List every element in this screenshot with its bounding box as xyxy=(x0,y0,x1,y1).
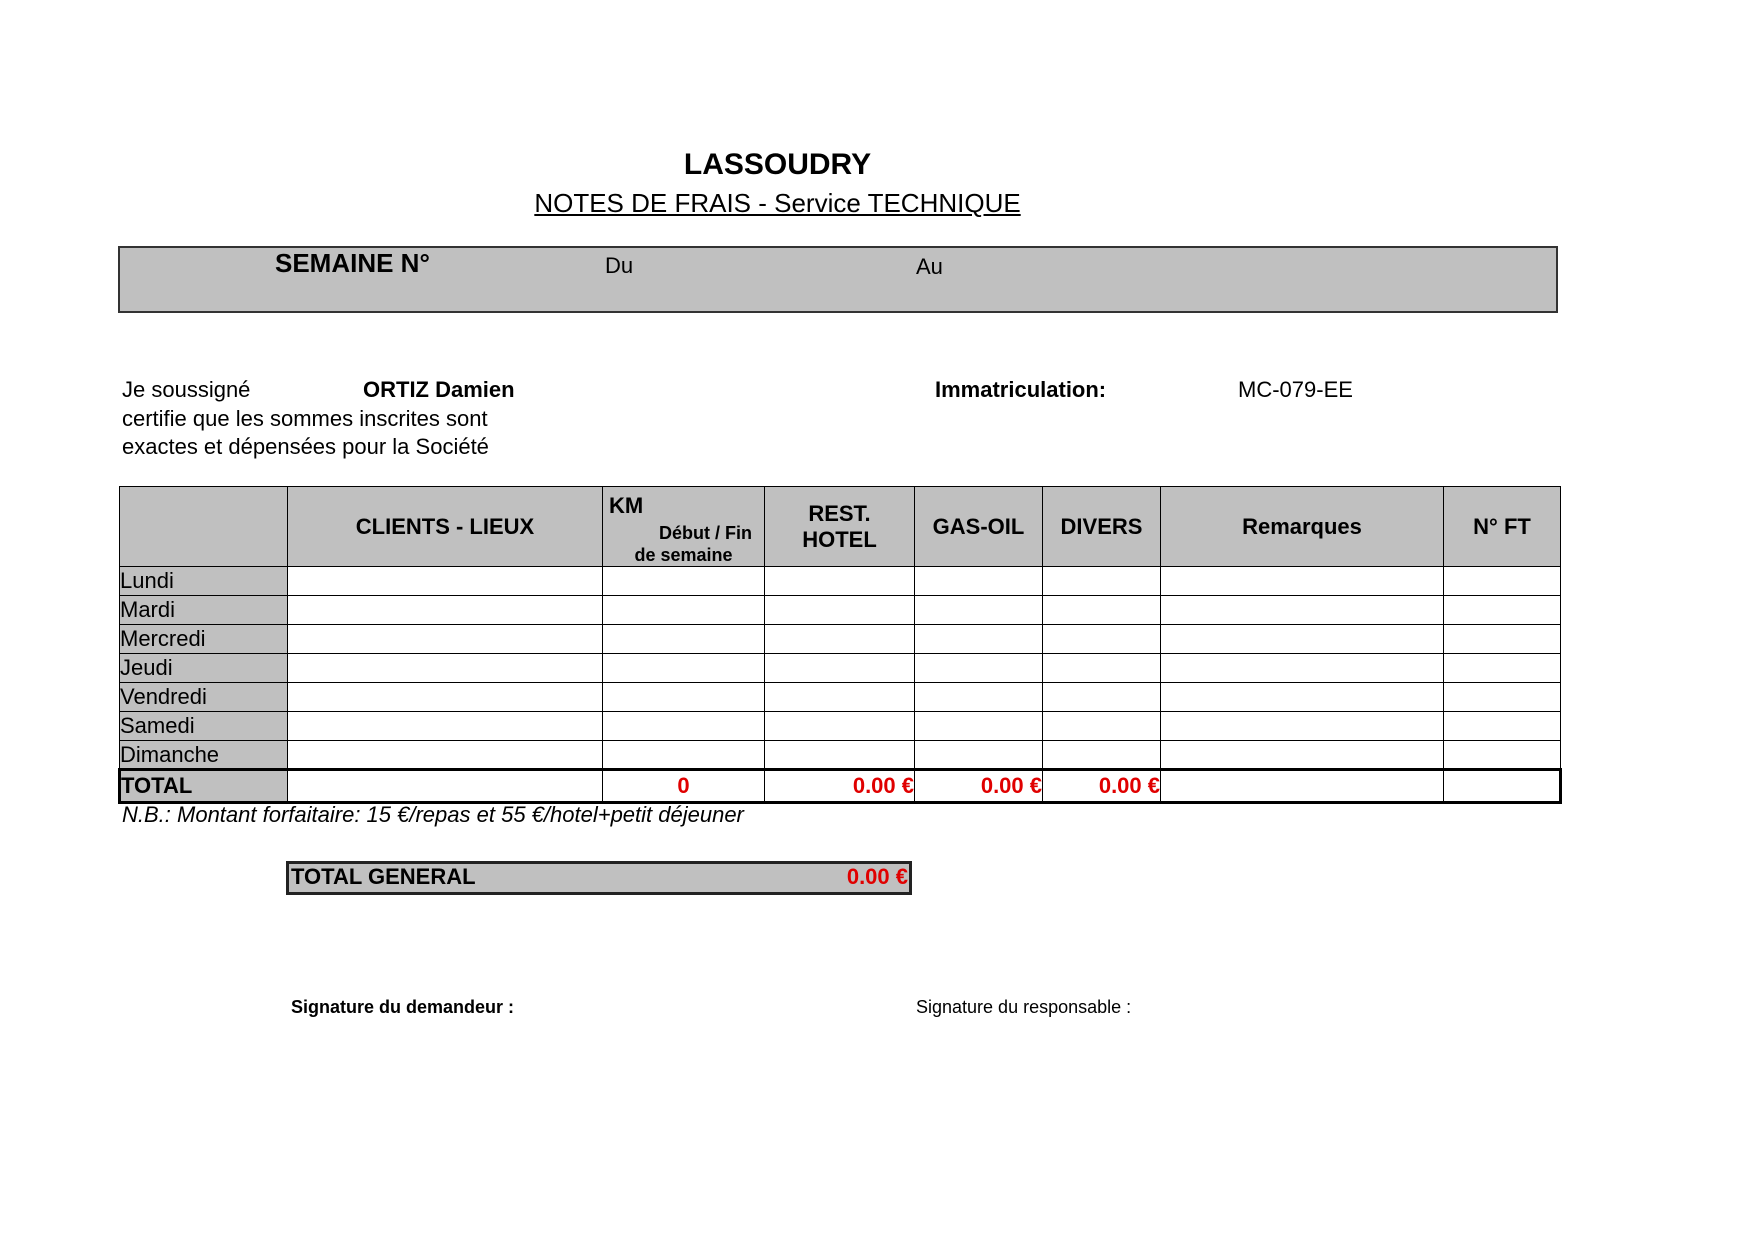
cell-clients[interactable] xyxy=(288,625,603,654)
week-number-label: SEMAINE N° xyxy=(275,248,430,278)
total-row xyxy=(120,770,1561,803)
cell-nft[interactable] xyxy=(1444,712,1561,741)
day-label: Jeudi xyxy=(120,654,288,683)
table-row xyxy=(120,683,1561,712)
cell-gasoil[interactable] xyxy=(915,567,1043,596)
cell-gasoil[interactable] xyxy=(915,712,1043,741)
cell-divers[interactable] xyxy=(1043,712,1161,741)
cell-clients[interactable] xyxy=(288,596,603,625)
table-row xyxy=(120,654,1561,683)
cell-km[interactable] xyxy=(603,683,765,712)
cell-km[interactable] xyxy=(603,654,765,683)
cell-km[interactable] xyxy=(603,596,765,625)
header-km xyxy=(603,487,765,567)
expense-table xyxy=(118,486,1562,804)
cell-clients[interactable] xyxy=(288,741,603,770)
registration-value: MC-079-EE xyxy=(1238,377,1353,402)
company-title: LASSOUDRY xyxy=(683,148,872,181)
cell-rest[interactable] xyxy=(765,741,915,770)
cell-remarques[interactable] xyxy=(1161,654,1444,683)
cell-divers[interactable] xyxy=(1043,567,1161,596)
cell-rest[interactable] xyxy=(765,712,915,741)
certification-line-3: exactes et dépensées pour la Société xyxy=(122,434,489,459)
header-km-sub1: Début / Fin xyxy=(659,523,752,543)
registration-label: Immatriculation: xyxy=(935,377,1107,402)
cell-gasoil[interactable] xyxy=(915,741,1043,770)
header-rest-hotel xyxy=(765,487,915,567)
total-rest: 0.00 € xyxy=(765,770,915,803)
cell-nft[interactable] xyxy=(1444,654,1561,683)
cell-km[interactable] xyxy=(603,567,765,596)
requester-signature-label: Signature du demandeur : xyxy=(291,997,515,1017)
header-clients: CLIENTS - LIEUX xyxy=(288,487,603,567)
cell-clients[interactable] xyxy=(288,567,603,596)
cell-clients[interactable] xyxy=(288,712,603,741)
table-row xyxy=(120,741,1561,770)
cell-remarques[interactable] xyxy=(1161,683,1444,712)
cell-remarques[interactable] xyxy=(1161,741,1444,770)
day-label: Mercredi xyxy=(120,625,288,654)
table-row xyxy=(120,596,1561,625)
total-label: TOTAL xyxy=(120,770,288,803)
cell-divers[interactable] xyxy=(1043,596,1161,625)
cell-clients[interactable] xyxy=(288,654,603,683)
cell-rest[interactable] xyxy=(765,596,915,625)
total-nft xyxy=(1444,770,1561,803)
cell-divers[interactable] xyxy=(1043,741,1161,770)
certification-line-2: certifie que les sommes inscrites sont xyxy=(122,406,488,431)
header-km-label: KM xyxy=(609,493,644,518)
header-rest: REST. xyxy=(808,500,871,526)
cell-divers[interactable] xyxy=(1043,625,1161,654)
day-label: Mardi xyxy=(120,596,288,625)
header-day xyxy=(120,487,288,567)
cell-rest[interactable] xyxy=(765,683,915,712)
table-row xyxy=(120,712,1561,741)
total-clients xyxy=(288,770,603,803)
week-to-label: Au xyxy=(916,254,943,279)
cell-rest[interactable] xyxy=(765,567,915,596)
header-gasoil: GAS-OIL xyxy=(915,487,1043,567)
cell-remarques[interactable] xyxy=(1161,625,1444,654)
cell-nft[interactable] xyxy=(1444,567,1561,596)
header-hotel: HOTEL xyxy=(802,526,877,552)
cell-remarques[interactable] xyxy=(1161,596,1444,625)
cell-nft[interactable] xyxy=(1444,596,1561,625)
total-km: 0 xyxy=(603,770,765,803)
cell-gasoil[interactable] xyxy=(915,654,1043,683)
cell-rest[interactable] xyxy=(765,654,915,683)
total-divers: 0.00 € xyxy=(1043,770,1161,803)
cell-gasoil[interactable] xyxy=(915,683,1043,712)
cell-nft[interactable] xyxy=(1444,683,1561,712)
header-divers: DIVERS xyxy=(1043,487,1161,567)
total-general-label: TOTAL GENERAL xyxy=(291,864,476,889)
cell-remarques[interactable] xyxy=(1161,712,1444,741)
manager-signature-label: Signature du responsable : xyxy=(916,997,1132,1017)
header-remarques: Remarques xyxy=(1161,487,1444,567)
cell-km[interactable] xyxy=(603,625,765,654)
week-from-label: Du xyxy=(605,253,634,278)
document-subtitle: NOTES DE FRAIS - Service TECHNIQUE xyxy=(534,188,1021,218)
cell-nft[interactable] xyxy=(1444,741,1561,770)
day-label: Samedi xyxy=(120,712,288,741)
cell-rest[interactable] xyxy=(765,625,915,654)
cell-km[interactable] xyxy=(603,741,765,770)
cell-gasoil[interactable] xyxy=(915,596,1043,625)
day-label: Lundi xyxy=(120,567,288,596)
day-label: Dimanche xyxy=(120,741,288,770)
certification-intro: Je soussigné xyxy=(122,377,251,402)
cell-gasoil[interactable] xyxy=(915,625,1043,654)
cell-divers[interactable] xyxy=(1043,683,1161,712)
cell-clients[interactable] xyxy=(288,683,603,712)
day-label: Vendredi xyxy=(120,683,288,712)
table-header-row xyxy=(120,487,1561,567)
total-remarques xyxy=(1161,770,1444,803)
header-km-sub2: de semaine xyxy=(634,545,733,565)
total-general-value: 0.00 € xyxy=(846,864,908,889)
cell-remarques[interactable] xyxy=(1161,567,1444,596)
employee-name: ORTIZ Damien xyxy=(363,377,515,402)
cell-nft[interactable] xyxy=(1444,625,1561,654)
flat-rate-note: N.B.: Montant forfaitaire: 15 €/repas et 55 €/hotel+petit déjeuner xyxy=(122,802,744,827)
table-row xyxy=(120,625,1561,654)
cell-km[interactable] xyxy=(603,712,765,741)
table-row xyxy=(120,567,1561,596)
header-nft: N° FT xyxy=(1444,487,1561,567)
cell-divers[interactable] xyxy=(1043,654,1161,683)
total-gasoil: 0.00 € xyxy=(915,770,1043,803)
